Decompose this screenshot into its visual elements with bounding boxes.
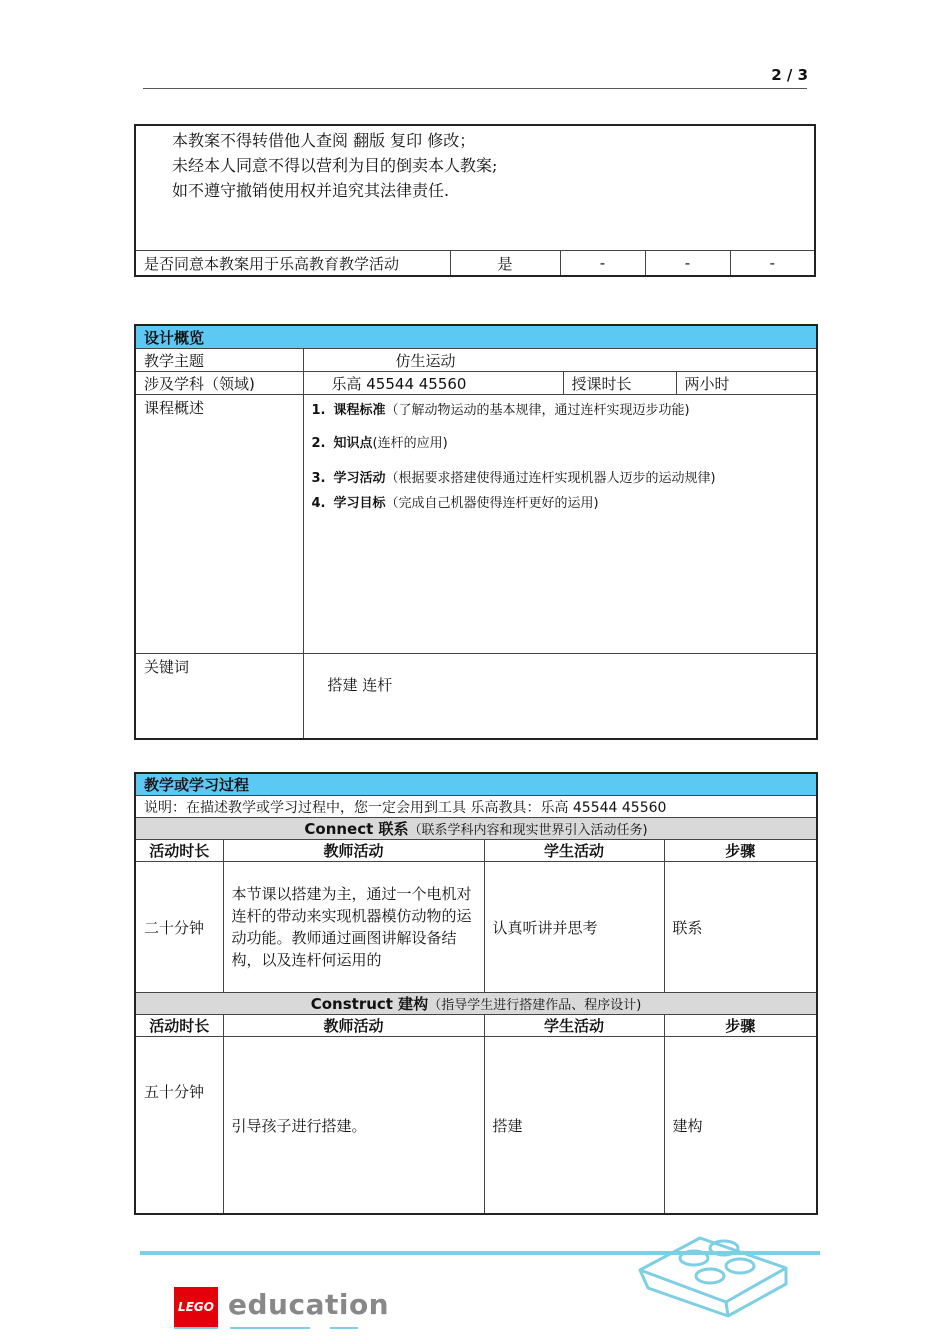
item-title: 课程标准 [333,403,386,418]
item-number: 4. [311,496,326,511]
col-step: 步骤 [664,840,817,862]
section-subtitle: （指导学生进行搭建作品、程序设计) [428,998,642,1013]
item-text: （完成自己机器使得连杆更好的运用) [385,496,599,511]
process-table [134,772,818,1215]
row-step: 建构 [664,1037,817,1215]
section-subtitle: （联系学科内容和现实世界引入活动任务) [408,823,648,838]
notice-line: 未经本人同意不得以营利为目的倒卖本人教案; [172,156,498,175]
row-teacher: 引导孩子进行搭建。 [223,1037,484,1215]
row-step: 联系 [664,862,817,993]
subject-label: 涉及学科（领域) [135,372,303,395]
col-teacher: 教师活动 [223,1015,484,1037]
header-rule [143,88,807,89]
item-number: 3. [311,471,326,486]
row-student: 搭建 [484,1037,664,1215]
item-text: （根据要求搭建使得通过连杆实现机器人迈步的运动规律) [385,471,716,486]
item-title: 学习目标 [333,496,386,511]
col-student: 学生活动 [484,1015,664,1037]
subject-value: 乐高 45544 45560 [303,372,563,395]
section-construct [135,993,817,1015]
keywords-value: 搭建 连杆 [303,654,817,740]
list-item [312,467,817,486]
list-item [312,432,817,451]
row-teacher: 本节课以搭建为主，通过一个电机对连杆的带动来实现机器模仿动物的运动功能。教师通过画图讲解设备结构，以及连杆何运用的 [223,862,484,993]
lego-logo: LEGO [174,1287,218,1327]
consent-dash: - [730,251,815,277]
item-title: 学习活动 [333,471,386,486]
col-duration: 活动时长 [135,1015,223,1037]
consent-dash: - [645,251,730,277]
overview-content [303,395,817,654]
page-number: 2 / 3 [771,66,808,84]
education-wordmark: education [228,1288,390,1321]
footer-underline [330,1327,358,1329]
topic-label: 教学主题 [135,349,303,372]
row-duration: 二十分钟 [135,862,223,993]
notice-line: 本教案不得转借他人查阅 翻版 复印 修改； [172,131,476,150]
section-connect [135,818,817,840]
col-duration: 活动时长 [135,840,223,862]
item-number: 2. [311,436,326,451]
row-duration: 五十分钟 [135,1037,223,1215]
notice-text [135,125,815,251]
overview-list [312,399,817,511]
section-title: Connect 联系 [304,820,409,838]
design-header: 设计概览 [135,325,817,349]
item-text: (连杆的应用) [372,436,448,451]
item-title: 知识点 [333,436,373,451]
consent-label: 是否同意本教案用于乐高教育教学活动 [135,251,450,277]
footer-underline [230,1327,310,1329]
consent-dash: - [560,251,645,277]
lego-brick-icon [636,1218,796,1318]
item-number: 1. [311,403,326,418]
consent-value: 是 [450,251,560,277]
duration-value: 两小时 [676,372,817,395]
col-student: 学生活动 [484,840,664,862]
col-step: 步骤 [664,1015,817,1037]
overview-label: 课程概述 [135,395,303,654]
process-note: 说明：在描述教学或学习过程中，您一定会用到工具 乐高教具：乐高 45544 45560 [135,796,817,818]
list-item [312,399,817,418]
keywords-label: 关键词 [135,654,303,740]
notice-table [134,124,816,277]
section-title: Construct 建构 [310,995,429,1013]
topic-value: 仿生运动 [303,349,817,372]
duration-label: 授课时长 [563,372,676,395]
list-item [312,492,817,511]
table-row [135,862,817,993]
table-row [135,1037,817,1215]
notice-line: 如不遵守撤销使用权并追究其法律责任. [172,181,450,200]
col-teacher: 教师活动 [223,840,484,862]
row-student: 认真听讲并思考 [484,862,664,993]
footer-underline [174,1327,218,1329]
design-overview-table [134,324,818,740]
item-text: （了解动物运动的基本规律，通过连杆实现迈步功能) [385,403,690,418]
process-header: 教学或学习过程 [135,773,817,796]
